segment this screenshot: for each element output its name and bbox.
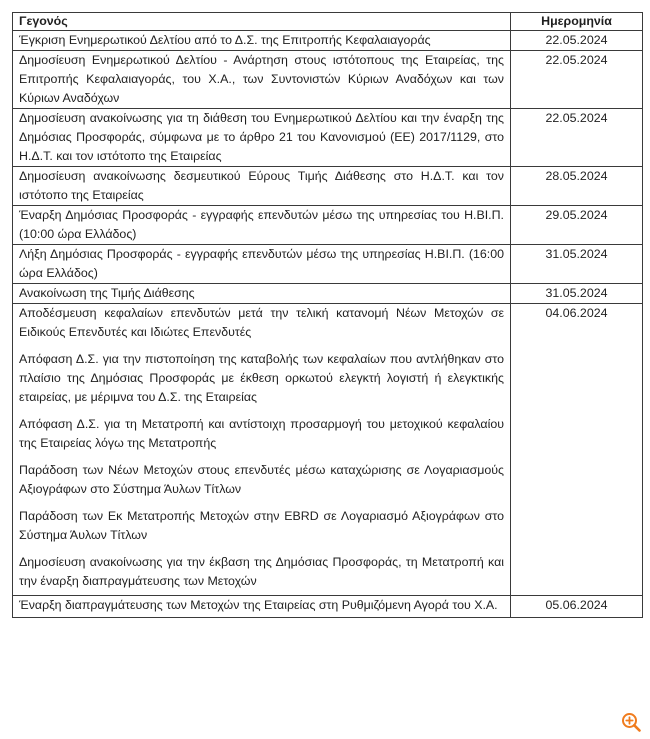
table-body: [13, 31, 643, 618]
zoom-in-icon-graphic: [621, 712, 641, 732]
table-header-row: [13, 13, 643, 31]
event-text: Λήξη Δημόσιας Προσφοράς - εγγραφής επενδυτών μέσω της υπηρεσίας Η.ΒΙ.Π. (16:00 ώρα Ελλάδος): [19, 247, 504, 280]
zoom-in-icon[interactable]: [621, 712, 641, 732]
table-row: [13, 245, 643, 284]
event-cell: [13, 31, 511, 51]
event-text: Δημοσίευση ανακοίνωσης δεσμευτικού Εύρους Τιμής Διάθεσης στο Η.Δ.Τ. και τον ιστότοπο της Εταιρείας: [19, 169, 504, 202]
table-row: [13, 167, 643, 206]
event-text: Έγκριση Ενημερωτικού Δελτίου από το Δ.Σ. της Επιτροπής Κεφαλαιαγοράς: [19, 33, 431, 47]
event-text: Δημοσίευση ανακοίνωσης για τη διάθεση του Ενημερωτικού Δελτίου και την έναρξη της Δημόσιας Προσφοράς, σύμφωνα με το άρθρο 21 του Κανονισμού (ΕΕ) 2017/1129, στο Η.Δ.Τ. και τον ιστότοπο της Εταιρείας: [19, 111, 504, 163]
event-cell: [13, 206, 511, 245]
event-text: Παράδοση των Νέων Μετοχών στους επενδυτές μέσω καταχώρισης σε Λογαριασμούς Αξιογράφων στο Σύστημα Άυλων Τίτλων: [19, 463, 504, 496]
event-text: Έναρξη διαπραγμάτευσης των Μετοχών της Εταιρείας στη Ρυθμιζόμενη Αγορά του Χ.Α.: [19, 598, 498, 612]
date-cell: 22.05.2024: [511, 109, 643, 167]
event-cell: [13, 109, 511, 167]
schedule-table: [12, 12, 643, 618]
event-cell: [13, 167, 511, 206]
table-row: [13, 284, 643, 304]
date-cell: 29.05.2024: [511, 206, 643, 245]
header-event: Γεγονός: [13, 13, 511, 31]
event-cell: [13, 245, 511, 284]
event-text: Απόφαση Δ.Σ. για τη Μετατροπή και αντίστοιχη προσαρμογή του μετοχικού κεφαλαίου της Εταιρείας λόγω της Μετατροπής: [19, 417, 504, 450]
date-cell: 28.05.2024: [511, 167, 643, 206]
event-cell: [13, 596, 511, 618]
event-text: Ανακοίνωση της Τιμής Διάθεσης: [19, 286, 195, 300]
table-row: [13, 596, 643, 618]
header-date: Ημερομηνία: [511, 13, 643, 31]
date-cell: 05.06.2024: [511, 596, 643, 618]
event-cell: [13, 51, 511, 109]
date-cell: 04.06.2024: [511, 304, 643, 596]
event-cell: [13, 304, 511, 596]
table-row: [13, 51, 643, 109]
table-row: [13, 109, 643, 167]
table-row: [13, 304, 643, 596]
event-cell: [13, 284, 511, 304]
table-row: [13, 206, 643, 245]
event-text: Έναρξη Δημόσιας Προσφοράς - εγγραφής επενδυτών μέσω της υπηρεσίας του Η.ΒΙ.Π. (10:00 ώρα Ελλάδος): [19, 208, 504, 241]
event-text: Δημοσίευση ανακοίνωσης για την έκβαση της Δημόσιας Προσφοράς, τη Μετατροπή και την έναρξη διαπραγμάτευσης των Μετοχών: [19, 555, 504, 588]
event-text: Παράδοση των Εκ Μετατροπής Μετοχών στην EBRD σε Λογαριασμό Αξιογράφων στο Σύστημα Άυλων Τίτλων: [19, 509, 504, 542]
date-cell: 22.05.2024: [511, 31, 643, 51]
event-text: Δημοσίευση Ενημερωτικού Δελτίου - Ανάρτηση στους ιστότοπους της Εταιρείας, της Επιτροπής Κεφαλαιαγοράς, του Χ.Α., των Συντονιστών Κύριων Αναδόχων και των Κύριων Αναδόχων: [19, 53, 504, 105]
table-row: [13, 31, 643, 51]
date-cell: 22.05.2024: [511, 51, 643, 109]
date-cell: 31.05.2024: [511, 284, 643, 304]
event-text: Απόφαση Δ.Σ. για την πιστοποίηση της καταβολής των κεφαλαίων που αντλήθηκαν στο πλαίσιο της Δημόσιας Προσφοράς με έκθεση ορκωτού ελεγκτή λογιστή ή ελεγκτικής εταιρείας, με μέριμνα του Δ.Σ. της Εταιρείας: [19, 352, 504, 404]
date-cell: 31.05.2024: [511, 245, 643, 284]
event-text: Αποδέσμευση κεφαλαίων επενδυτών μετά την τελική κατανομή Νέων Μετοχών σε Ειδικούς Επενδυτές και Ιδιώτες Επενδυτές: [19, 306, 504, 339]
